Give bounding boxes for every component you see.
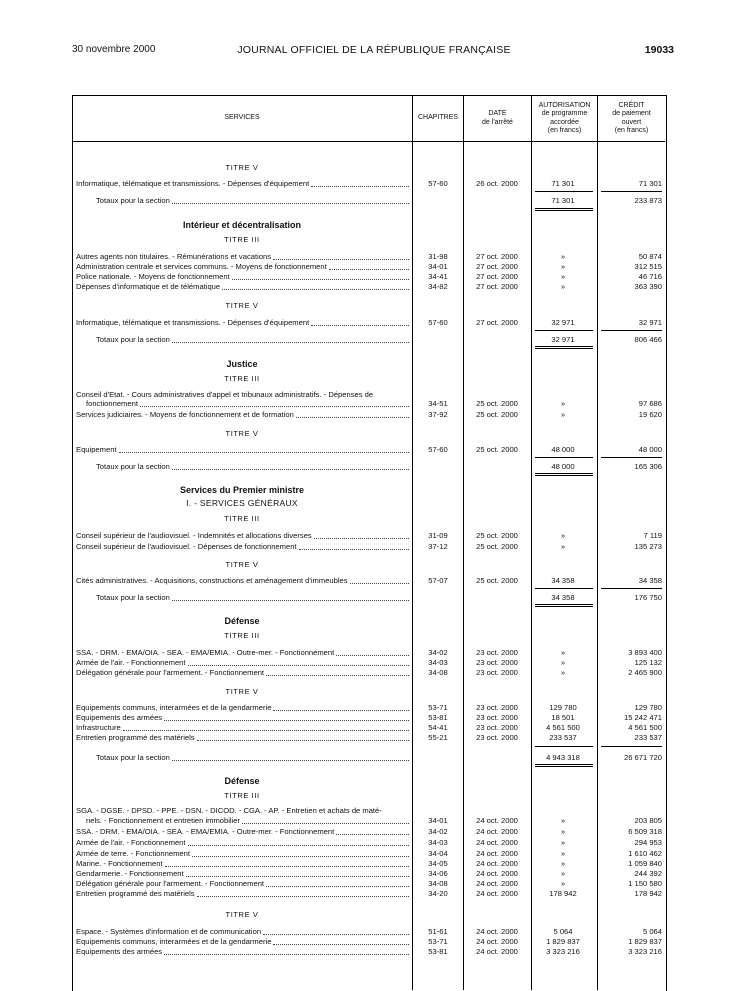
row-date: 24 oct. 2000	[476, 937, 518, 946]
total-credit: 165 306	[634, 462, 662, 471]
row-autorisation: »	[560, 849, 566, 858]
row-autorisation: 71 301	[551, 179, 575, 188]
row-chapitre: 34-02	[428, 827, 448, 836]
row-autorisation: »	[560, 410, 566, 419]
row-autorisation: »	[560, 827, 566, 836]
table-row	[0, 827, 748, 837]
table-row	[0, 179, 748, 189]
table-row	[0, 947, 748, 957]
titre-heading: TITRE V	[225, 560, 259, 569]
row-date: 27 oct. 2000	[476, 252, 518, 261]
row-date: 24 oct. 2000	[476, 827, 518, 836]
row-credit: 3 893 400	[628, 648, 662, 657]
row-chapitre: 37-12	[428, 542, 448, 551]
row-autorisation: 1 829 837	[546, 937, 580, 946]
table-row	[0, 869, 748, 879]
row-credit: 294 953	[634, 838, 662, 847]
row-autorisation: 5 064	[553, 927, 573, 936]
row-credit: 135 273	[634, 542, 662, 551]
row-desc: Marine. - Fonctionnement	[76, 859, 163, 868]
row-credit: 5 064	[642, 927, 662, 936]
row-date: 23 oct. 2000	[476, 713, 518, 722]
row-date: 23 oct. 2000	[476, 723, 518, 732]
table-row	[0, 262, 748, 272]
section-title: Services du Premier ministre	[179, 485, 305, 495]
row-chapitre: 31-98	[428, 252, 448, 261]
row-autorisation: »	[560, 879, 566, 888]
table-row	[0, 879, 748, 889]
row-desc: Equipements communs, interarmées et de la gendarmerie	[76, 703, 272, 712]
row-autorisation: »	[560, 399, 566, 408]
row-desc: Informatique, télématique et transmissions. - Dépenses d'équipement	[76, 318, 310, 327]
table-row	[0, 576, 748, 586]
row-desc: Conseil supérieur de l'audiovisuel. - Dépenses de fonctionnement	[76, 542, 297, 551]
row-credit: 1 610 462	[628, 849, 662, 858]
row-autorisation: »	[560, 262, 566, 271]
row-desc: Dépenses d'informatique et de télématique	[76, 282, 221, 291]
row-credit: 1 829 837	[628, 937, 662, 946]
row-autorisation: »	[560, 859, 566, 868]
row-autorisation: »	[560, 816, 566, 825]
row-date: 24 oct. 2000	[476, 838, 518, 847]
row-chapitre: 34-41	[428, 272, 448, 281]
titre-heading: TITRE V	[225, 910, 259, 919]
table-row	[0, 542, 748, 552]
row-autorisation: »	[560, 282, 566, 291]
table-row	[0, 399, 748, 409]
row-autorisation: 233 537	[549, 733, 577, 742]
row-autorisation: »	[560, 838, 566, 847]
row-date: 23 oct. 2000	[476, 648, 518, 657]
row-chapitre: 57-60	[428, 445, 448, 454]
total-credit: 26 671 720	[623, 753, 662, 762]
row-autorisation: 4 561 500	[546, 723, 580, 732]
row-chapitre: 34-82	[428, 282, 448, 291]
row-date: 27 oct. 2000	[476, 282, 518, 291]
row-date: 25 oct. 2000	[476, 576, 518, 585]
total-row	[0, 462, 748, 472]
row-credit: 15 242 471	[623, 713, 662, 722]
row-date: 24 oct. 2000	[476, 947, 518, 956]
row-credit: 203 805	[634, 816, 662, 825]
row-credit: 19 620	[638, 410, 662, 419]
table-row	[0, 282, 748, 292]
row-credit: 233 537	[634, 733, 662, 742]
row-autorisation: »	[560, 668, 566, 677]
row-autorisation: 48 000	[551, 445, 575, 454]
row-credit: 363 390	[634, 282, 662, 291]
row-credit: 2 465 900	[628, 668, 662, 677]
header-date: 30 novembre 2000	[72, 44, 156, 55]
row-autorisation: 18 501	[551, 713, 575, 722]
row-desc: SSA. - DRM. - EMA/OIA. - SEA. - EMA/EMIA. - Outre-mer. - Fonctionnement	[76, 827, 335, 836]
table-row	[0, 849, 748, 859]
table-row	[0, 272, 748, 282]
row-date: 23 oct. 2000	[476, 733, 518, 742]
row-chapitre: 34-08	[428, 879, 448, 888]
row-credit: 97 686	[638, 399, 662, 408]
row-desc: Cités administratives. - Acquisitions, constructions et aménagement d'immeubles	[76, 576, 348, 585]
total-label: Totaux pour la section	[96, 196, 170, 205]
row-chapitre: 55-21	[428, 733, 448, 742]
row-chapitre: 31-09	[428, 531, 448, 540]
row-desc: SGA. - DGSE. - DPSD. - PPE. - DSN. - DICOD. - CGA. - AP. - Entretien et achats de maté-	[76, 806, 382, 815]
row-credit: 125 132	[634, 658, 662, 667]
table-row	[0, 445, 748, 455]
row-credit: 244 392	[634, 869, 662, 878]
titre-heading: TITRE V	[225, 429, 259, 438]
col-header-chapitres: CHAPITRES	[417, 114, 459, 122]
row-chapitre: 53-71	[428, 937, 448, 946]
row-date: 24 oct. 2000	[476, 927, 518, 936]
row-autorisation: »	[560, 252, 566, 261]
row-date: 25 oct. 2000	[476, 399, 518, 408]
section-title: Justice	[226, 359, 258, 369]
row-desc-continued: fonctionnement	[86, 399, 138, 408]
table-row	[0, 816, 748, 826]
row-desc: Informatique, télématique et transmissions. - Dépenses d'équipement	[76, 179, 310, 188]
row-desc: Conseil d'Etat. - Cours administratives d'appel et tribunaux administratifs. - Dépenses de	[76, 390, 374, 399]
journal-title: JOURNAL OFFICIEL DE LA RÉPUBLIQUE FRANÇAISE	[237, 44, 511, 56]
row-desc: Entretien programmé des matériels	[76, 733, 195, 742]
row-date: 25 oct. 2000	[476, 531, 518, 540]
row-date: 25 oct. 2000	[476, 542, 518, 551]
row-desc: Conseil supérieur de l'audiovisuel. - Indemnités et allocations diverses	[76, 531, 312, 540]
titre-heading: TITRE V	[225, 163, 259, 172]
row-credit: 34 358	[638, 576, 662, 585]
row-credit: 32 971	[638, 318, 662, 327]
row-autorisation: »	[560, 648, 566, 657]
total-label: Totaux pour la section	[96, 462, 170, 471]
table-row	[0, 713, 748, 723]
row-desc: Gendarmerie. - Fonctionnement	[76, 869, 184, 878]
row-chapitre: 57-60	[428, 179, 448, 188]
row-chapitre: 34-05	[428, 859, 448, 868]
row-desc: Entretien programmé des matériels	[76, 889, 195, 898]
total-autorisation: 48 000	[551, 462, 575, 471]
row-autorisation: 34 358	[551, 576, 575, 585]
table-row	[0, 889, 748, 899]
row-credit: 1 059 840	[628, 859, 662, 868]
total-row	[0, 753, 748, 763]
col-header-autorisation: AUTORISATION de programme accordée (en francs)	[538, 102, 591, 134]
row-credit: 1 150 580	[628, 879, 662, 888]
row-chapitre: 54-41	[428, 723, 448, 732]
total-row	[0, 335, 748, 345]
row-credit: 3 323 216	[628, 947, 662, 956]
row-autorisation: 3 323 216	[546, 947, 580, 956]
total-row	[0, 196, 748, 206]
col-header-services: SERVICES	[224, 114, 260, 122]
titre-heading: TITRE III	[224, 514, 260, 523]
row-credit: 178 942	[634, 889, 662, 898]
row-chapitre: 34-01	[428, 262, 448, 271]
row-desc: Equipements des armées	[76, 947, 163, 956]
titre-heading: TITRE V	[225, 687, 259, 696]
total-label: Totaux pour la section	[96, 335, 170, 344]
row-desc: Administration centrale et services communs. - Moyens de fonctionnement	[76, 262, 327, 271]
row-date: 26 oct. 2000	[476, 179, 518, 188]
row-date: 27 oct. 2000	[476, 262, 518, 271]
total-label: Totaux pour la section	[96, 593, 170, 602]
total-autorisation: 71 301	[551, 196, 575, 205]
row-credit: 312 515	[634, 262, 662, 271]
row-chapitre: 34-08	[428, 668, 448, 677]
row-desc: Armée de l'air. - Fonctionnement	[76, 658, 186, 667]
table-row	[0, 937, 748, 947]
total-autorisation: 34 358	[551, 593, 575, 602]
total-credit: 806 466	[634, 335, 662, 344]
total-label: Totaux pour la section	[96, 753, 170, 762]
titre-heading: TITRE III	[224, 374, 260, 383]
total-credit: 233 873	[634, 196, 662, 205]
row-date: 24 oct. 2000	[476, 859, 518, 868]
row-desc: Armée de terre. - Fonctionnement	[76, 849, 190, 858]
table-row	[0, 668, 748, 678]
row-desc: Equipements communs, interarmées et de la gendarmerie	[76, 937, 272, 946]
row-desc: Espace. - Systèmes d'information et de communication	[76, 927, 262, 936]
total-credit: 176 750	[634, 593, 662, 602]
section-title: Défense	[224, 776, 260, 786]
row-desc: Services judiciaires. - Moyens de fonctionnement et de formation	[76, 410, 294, 419]
table-row	[0, 648, 748, 658]
row-desc-continued: riels. - Fonctionnement et entretien immobilier	[86, 816, 241, 825]
page-number: 19033	[644, 44, 674, 56]
row-date: 27 oct. 2000	[476, 318, 518, 327]
row-desc: Infrastructure	[76, 723, 121, 732]
row-credit: 7 119	[643, 531, 662, 540]
table-row	[0, 410, 748, 420]
row-credit: 50 874	[638, 252, 662, 261]
row-autorisation: »	[560, 658, 566, 667]
row-date: 25 oct. 2000	[476, 410, 518, 419]
total-row	[0, 593, 748, 603]
header-rule	[72, 141, 665, 142]
row-chapitre: 34-03	[428, 658, 448, 667]
row-chapitre: 34-02	[428, 648, 448, 657]
titre-heading: TITRE III	[224, 235, 260, 244]
row-credit: 71 301	[638, 179, 662, 188]
row-chapitre: 53-81	[428, 947, 448, 956]
col-header-credit: CRÉDIT de paiement ouvert (en francs)	[612, 102, 651, 134]
row-desc: Equipement	[76, 445, 117, 454]
row-desc: Délégation générale pour l'armement. - Fonctionnement	[76, 879, 265, 888]
subsection-title: I. - SERVICES GÉNÉRAUX	[186, 498, 298, 508]
row-desc: SSA. - DRM. - EMA/OIA. - SEA. - EMA/EMIA. - Outre-mer. - Fonctionnement	[76, 648, 335, 657]
table-row	[0, 703, 748, 713]
row-credit: 129 780	[634, 703, 662, 712]
row-date: 24 oct. 2000	[476, 849, 518, 858]
table-row	[0, 859, 748, 869]
table-row	[0, 318, 748, 328]
table-row	[0, 733, 748, 743]
row-chapitre: 57-07	[428, 576, 448, 585]
row-date: 25 oct. 2000	[476, 445, 518, 454]
titre-heading: TITRE V	[225, 301, 259, 310]
total-autorisation: 32 971	[551, 335, 575, 344]
row-autorisation: »	[560, 272, 566, 281]
row-credit: 4 561 500	[628, 723, 662, 732]
row-chapitre: 51-61	[428, 927, 448, 936]
table-row	[0, 531, 748, 541]
row-date: 27 oct. 2000	[476, 272, 518, 281]
row-chapitre: 34-06	[428, 869, 448, 878]
row-chapitre: 53-81	[428, 713, 448, 722]
row-date: 24 oct. 2000	[476, 816, 518, 825]
section-title: Intérieur et décentralisation	[182, 220, 302, 230]
table-row	[0, 723, 748, 733]
row-autorisation: 32 971	[551, 318, 575, 327]
row-date: 24 oct. 2000	[476, 869, 518, 878]
table-row	[0, 927, 748, 937]
row-date: 23 oct. 2000	[476, 658, 518, 667]
row-chapitre: 34-03	[428, 838, 448, 847]
row-credit: 6 509 318	[628, 827, 662, 836]
section-title: Défense	[224, 616, 260, 626]
row-desc: Equipements des armées	[76, 713, 163, 722]
row-autorisation: 129 780	[549, 703, 577, 712]
row-chapitre: 34-01	[428, 816, 448, 825]
col-header-date: DATE de l'arrêté	[482, 110, 513, 126]
total-autorisation: 4 943 318	[546, 753, 580, 762]
row-autorisation: »	[560, 542, 566, 551]
row-date: 24 oct. 2000	[476, 889, 518, 898]
table-row	[0, 252, 748, 262]
row-chapitre: 34-04	[428, 849, 448, 858]
row-date: 24 oct. 2000	[476, 879, 518, 888]
row-chapitre: 34-20	[428, 889, 448, 898]
titre-heading: TITRE III	[224, 631, 260, 640]
row-autorisation: »	[560, 531, 566, 540]
row-credit: 48 000	[638, 445, 662, 454]
row-chapitre: 34-51	[428, 399, 448, 408]
row-desc: Armée de l'air. - Fonctionnement	[76, 838, 186, 847]
row-desc: Autres agents non titulaires. - Rémunérations et vacations	[76, 252, 272, 261]
row-chapitre: 57-60	[428, 318, 448, 327]
row-credit: 46 716	[638, 272, 662, 281]
row-desc: Délégation générale pour l'armement. - Fonctionnement	[76, 668, 265, 677]
row-date: 23 oct. 2000	[476, 668, 518, 677]
table-row	[0, 658, 748, 668]
row-chapitre: 37-92	[428, 410, 448, 419]
titre-heading: TITRE III	[224, 791, 260, 800]
row-autorisation: »	[560, 869, 566, 878]
row-chapitre: 53-71	[428, 703, 448, 712]
table-row	[0, 838, 748, 848]
row-date: 23 oct. 2000	[476, 703, 518, 712]
row-autorisation: 178 942	[549, 889, 577, 898]
row-desc: Police nationale. - Moyens de fonctionnement	[76, 272, 230, 281]
